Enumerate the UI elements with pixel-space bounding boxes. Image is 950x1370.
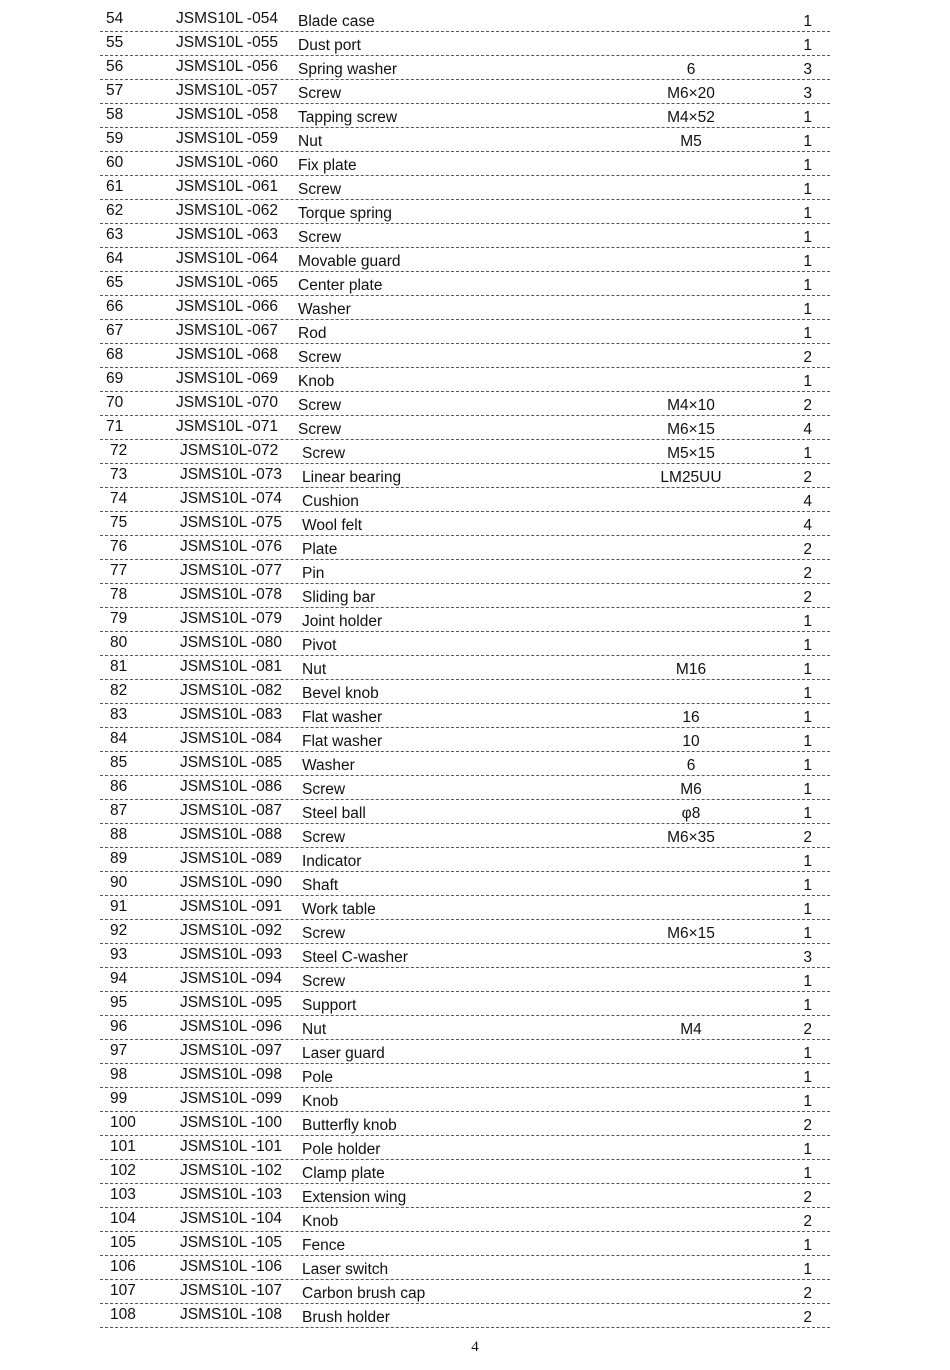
part-number-cell: 106 [110, 1258, 136, 1275]
part-qty-cell: 1 [803, 133, 812, 150]
part-qty-cell: 2 [803, 829, 812, 846]
table-row [100, 728, 830, 752]
part-number-cell: 61 [106, 178, 124, 195]
part-number-cell: 62 [106, 202, 124, 219]
part-qty-cell: 1 [803, 1045, 812, 1062]
part-code-cell: JSMS10L -082 [180, 682, 282, 699]
table-row [100, 1064, 830, 1088]
part-name-cell: Center plate [298, 277, 383, 294]
part-code-cell: JSMS10L -089 [180, 850, 282, 867]
part-qty-cell: 1 [803, 709, 812, 726]
table-row [100, 944, 830, 968]
part-spec-cell: M4×52 [667, 109, 715, 126]
part-qty-cell: 1 [803, 13, 812, 30]
part-qty-cell: 1 [803, 109, 812, 126]
part-name-cell: Knob [298, 373, 335, 390]
part-code-cell: JSMS10L -093 [180, 946, 282, 963]
part-qty-cell: 1 [803, 685, 812, 702]
part-number-cell: 76 [110, 538, 128, 555]
part-qty-cell: 1 [803, 613, 812, 630]
part-name-cell: Shaft [302, 877, 339, 894]
part-number-cell: 99 [110, 1090, 128, 1107]
part-number-cell: 91 [110, 898, 128, 915]
part-number-cell: 69 [106, 370, 124, 387]
part-number-cell: 96 [110, 1018, 128, 1035]
part-qty-cell: 2 [803, 589, 812, 606]
part-qty-cell: 1 [803, 445, 812, 462]
part-code-cell: JSMS10L -074 [180, 490, 282, 507]
part-code-cell: JSMS10L -067 [176, 322, 278, 339]
part-name-cell: Clamp plate [302, 1165, 385, 1182]
part-name-cell: Blade case [298, 13, 375, 30]
table-row [100, 1208, 830, 1232]
part-name-cell: Screw [298, 85, 342, 102]
part-code-cell: JSMS10L -087 [180, 802, 282, 819]
table-row [100, 296, 830, 320]
part-code-cell: JSMS10L -097 [180, 1042, 282, 1059]
part-number-cell: 56 [106, 58, 124, 75]
part-spec-cell: M6×15 [667, 925, 715, 942]
part-code-cell: JSMS10L -060 [176, 154, 278, 171]
part-name-cell: Linear bearing [302, 469, 402, 486]
part-number-cell: 57 [106, 82, 124, 99]
part-number-cell: 79 [110, 610, 128, 627]
part-qty-cell: 1 [803, 805, 812, 822]
part-code-cell: JSMS10L -106 [180, 1258, 282, 1275]
part-name-cell: Fence [302, 1237, 346, 1254]
table-row [100, 1256, 830, 1280]
part-name-cell: Pole holder [302, 1141, 381, 1158]
part-code-cell: JSMS10L -105 [180, 1234, 282, 1251]
part-name-cell: Flat washer [302, 733, 383, 750]
part-code-cell: JSMS10L -071 [176, 418, 278, 435]
part-name-cell: Screw [298, 397, 342, 414]
table-row [100, 1040, 830, 1064]
part-code-cell: JSMS10L -090 [180, 874, 282, 891]
part-code-cell: JSMS10L -101 [180, 1138, 282, 1155]
part-code-cell: JSMS10L -094 [180, 970, 282, 987]
part-code-cell: JSMS10L -075 [180, 514, 282, 531]
part-code-cell: JSMS10L -107 [180, 1282, 282, 1299]
part-name-cell: Screw [298, 349, 342, 366]
part-qty-cell: 3 [803, 949, 812, 966]
part-code-cell: JSMS10L -080 [180, 634, 282, 651]
part-code-cell: JSMS10L -086 [180, 778, 282, 795]
part-qty-cell: 2 [803, 565, 812, 582]
part-qty-cell: 1 [803, 997, 812, 1014]
part-code-cell: JSMS10L -065 [176, 274, 278, 291]
part-code-cell: JSMS10L -078 [180, 586, 282, 603]
table-row [100, 416, 830, 440]
part-code-cell: JSMS10L -066 [176, 298, 278, 315]
part-name-cell: Spring washer [298, 61, 398, 78]
part-qty-cell: 1 [803, 661, 812, 678]
part-name-cell: Cushion [302, 493, 359, 510]
part-number-cell: 58 [106, 106, 124, 123]
part-spec-cell: 6 [686, 61, 696, 78]
part-number-cell: 63 [106, 226, 124, 243]
part-name-cell: Nut [302, 1021, 327, 1038]
part-code-cell: JSMS10L -084 [180, 730, 282, 747]
table-row [100, 272, 830, 296]
part-number-cell: 74 [110, 490, 128, 507]
part-name-cell: Plate [302, 541, 338, 558]
part-number-cell: 83 [110, 706, 128, 723]
part-qty-cell: 1 [803, 181, 812, 198]
part-name-cell: Washer [302, 757, 355, 774]
part-number-cell: 64 [106, 250, 124, 267]
table-row [100, 824, 830, 848]
table-row [100, 344, 830, 368]
table-row [100, 608, 830, 632]
part-qty-cell: 1 [803, 277, 812, 294]
part-name-cell: Rod [298, 325, 327, 342]
part-name-cell: Sliding bar [302, 589, 376, 606]
part-qty-cell: 1 [803, 1165, 812, 1182]
part-number-cell: 102 [110, 1162, 136, 1179]
part-number-cell: 73 [110, 466, 128, 483]
table-row [100, 920, 830, 944]
table-row [100, 584, 830, 608]
part-qty-cell: 1 [803, 877, 812, 894]
part-code-cell: JSMS10L -069 [176, 370, 278, 387]
table-row [100, 1232, 830, 1256]
part-spec-cell: 6 [686, 757, 696, 774]
part-qty-cell: 3 [803, 85, 812, 102]
part-name-cell: Pivot [302, 637, 337, 654]
table-row [100, 1112, 830, 1136]
part-code-cell: JSMS10L -088 [180, 826, 282, 843]
part-name-cell: Nut [298, 133, 323, 150]
table-row [100, 32, 830, 56]
part-number-cell: 84 [110, 730, 128, 747]
part-name-cell: Wool felt [302, 517, 363, 534]
part-spec-cell: M4×10 [667, 397, 715, 414]
part-name-cell: Pole [302, 1069, 334, 1086]
part-qty-cell: 4 [803, 493, 812, 510]
part-code-cell: JSMS10L -077 [180, 562, 282, 579]
part-number-cell: 80 [110, 634, 128, 651]
part-spec-cell: M6×15 [667, 421, 715, 438]
part-code-cell: JSMS10L -104 [180, 1210, 282, 1227]
part-name-cell: Pin [302, 565, 325, 582]
part-code-cell: JSMS10L -103 [180, 1186, 282, 1203]
part-qty-cell: 2 [803, 541, 812, 558]
table-row [100, 560, 830, 584]
part-number-cell: 90 [110, 874, 128, 891]
part-name-cell: Butterfly knob [302, 1117, 397, 1134]
part-number-cell: 70 [106, 394, 124, 411]
part-number-cell: 93 [110, 946, 128, 963]
part-number-cell: 104 [110, 1210, 136, 1227]
part-qty-cell: 1 [803, 973, 812, 990]
part-number-cell: 54 [106, 10, 124, 27]
part-name-cell: Joint holder [302, 613, 383, 630]
part-code-cell: JSMS10L -091 [180, 898, 282, 915]
part-number-cell: 55 [106, 34, 124, 51]
table-row [100, 680, 830, 704]
part-name-cell: Work table [302, 901, 376, 918]
table-row [100, 440, 830, 464]
part-code-cell: JSMS10L -059 [176, 130, 278, 147]
table-row [100, 320, 830, 344]
part-number-cell: 108 [110, 1306, 136, 1323]
part-qty-cell: 2 [803, 397, 812, 414]
part-name-cell: Brush holder [302, 1309, 390, 1326]
table-row [100, 1280, 830, 1304]
part-number-cell: 89 [110, 850, 128, 867]
table-row [100, 536, 830, 560]
table-row [100, 896, 830, 920]
part-qty-cell: 1 [803, 901, 812, 918]
part-qty-cell: 1 [803, 1093, 812, 1110]
table-row [100, 704, 830, 728]
part-code-cell: JSMS10L -063 [176, 226, 278, 243]
part-number-cell: 98 [110, 1066, 128, 1083]
part-qty-cell: 1 [803, 229, 812, 246]
part-name-cell: Knob [302, 1093, 339, 1110]
part-code-cell: JSMS10L -081 [180, 658, 282, 675]
part-name-cell: Movable guard [298, 253, 401, 270]
part-qty-cell: 1 [803, 301, 812, 318]
part-code-cell: JSMS10L -108 [180, 1306, 282, 1323]
part-code-cell: JSMS10L-072 [180, 442, 279, 459]
table-row [100, 776, 830, 800]
part-name-cell: Screw [298, 229, 342, 246]
part-number-cell: 105 [110, 1234, 136, 1251]
part-number-cell: 77 [110, 562, 128, 579]
part-qty-cell: 2 [803, 1117, 812, 1134]
table-row [100, 488, 830, 512]
table-row [100, 1184, 830, 1208]
part-name-cell: Screw [298, 181, 342, 198]
table-row [100, 368, 830, 392]
table-row [100, 8, 830, 32]
part-spec-cell: 16 [682, 709, 700, 726]
part-name-cell: Knob [302, 1213, 339, 1230]
part-qty-cell: 1 [803, 1261, 812, 1278]
part-code-cell: JSMS10L -064 [176, 250, 278, 267]
part-number-cell: 81 [110, 658, 128, 675]
part-name-cell: Washer [298, 301, 351, 318]
table-row [100, 1304, 830, 1328]
table-row [100, 512, 830, 536]
part-name-cell: Steel ball [302, 805, 366, 822]
part-qty-cell: 4 [803, 421, 812, 438]
part-name-cell: Screw [302, 973, 346, 990]
part-number-cell: 59 [106, 130, 124, 147]
part-spec-cell: M4 [680, 1021, 702, 1038]
part-code-cell: JSMS10L -095 [180, 994, 282, 1011]
part-spec-cell: LM25UU [660, 469, 722, 486]
table-row [100, 632, 830, 656]
table-row [100, 800, 830, 824]
part-spec-cell: φ8 [681, 805, 701, 822]
part-spec-cell: M5 [680, 133, 702, 150]
part-spec-cell: M16 [675, 661, 707, 678]
part-spec-cell: M6×20 [667, 85, 715, 102]
part-spec-cell: M6 [680, 781, 702, 798]
part-number-cell: 92 [110, 922, 128, 939]
part-name-cell: Flat washer [302, 709, 383, 726]
part-qty-cell: 1 [803, 1141, 812, 1158]
page-number: 4 [471, 1339, 479, 1355]
table-row [100, 176, 830, 200]
part-qty-cell: 1 [803, 637, 812, 654]
part-qty-cell: 1 [803, 781, 812, 798]
part-name-cell: Screw [302, 445, 346, 462]
part-name-cell: Tapping screw [298, 109, 398, 126]
parts-list-table [100, 8, 830, 1328]
part-code-cell: JSMS10L -100 [180, 1114, 282, 1131]
table-row [100, 224, 830, 248]
part-qty-cell: 3 [803, 61, 812, 78]
table-row [100, 872, 830, 896]
part-number-cell: 100 [110, 1114, 136, 1131]
part-qty-cell: 1 [803, 253, 812, 270]
part-code-cell: JSMS10L -073 [180, 466, 282, 483]
part-name-cell: Dust port [298, 37, 361, 54]
table-row [100, 152, 830, 176]
table-row [100, 752, 830, 776]
table-row [100, 464, 830, 488]
part-code-cell: JSMS10L -061 [176, 178, 278, 195]
table-row [100, 128, 830, 152]
table-row [100, 104, 830, 128]
part-name-cell: Support [302, 997, 357, 1014]
part-qty-cell: 2 [803, 1189, 812, 1206]
table-row [100, 1088, 830, 1112]
part-number-cell: 71 [106, 418, 124, 435]
part-code-cell: JSMS10L -058 [176, 106, 278, 123]
part-name-cell: Laser guard [302, 1045, 385, 1062]
part-number-cell: 88 [110, 826, 128, 843]
table-row [100, 968, 830, 992]
part-number-cell: 94 [110, 970, 128, 987]
part-qty-cell: 2 [803, 1021, 812, 1038]
part-number-cell: 78 [110, 586, 128, 603]
part-qty-cell: 2 [803, 1213, 812, 1230]
part-qty-cell: 4 [803, 517, 812, 534]
part-name-cell: Extension wing [302, 1189, 407, 1206]
table-row [100, 200, 830, 224]
part-spec-cell: 10 [682, 733, 700, 750]
part-qty-cell: 1 [803, 373, 812, 390]
part-qty-cell: 1 [803, 757, 812, 774]
part-number-cell: 95 [110, 994, 128, 1011]
part-number-cell: 103 [110, 1186, 136, 1203]
part-number-cell: 65 [106, 274, 124, 291]
part-name-cell: Bevel knob [302, 685, 379, 702]
table-row [100, 1016, 830, 1040]
part-code-cell: JSMS10L -055 [176, 34, 278, 51]
part-number-cell: 85 [110, 754, 128, 771]
part-number-cell: 86 [110, 778, 128, 795]
part-name-cell: Indicator [302, 853, 362, 870]
part-spec-cell: M6×35 [667, 829, 715, 846]
part-number-cell: 82 [110, 682, 128, 699]
table-row [100, 80, 830, 104]
part-qty-cell: 2 [803, 1309, 812, 1326]
part-code-cell: JSMS10L -079 [180, 610, 282, 627]
part-number-cell: 97 [110, 1042, 128, 1059]
part-code-cell: JSMS10L -062 [176, 202, 278, 219]
part-qty-cell: 1 [803, 157, 812, 174]
part-number-cell: 87 [110, 802, 128, 819]
part-qty-cell: 1 [803, 1237, 812, 1254]
part-name-cell: Screw [302, 925, 346, 942]
part-name-cell: Fix plate [298, 157, 357, 174]
part-name-cell: Laser switch [302, 1261, 389, 1278]
part-code-cell: JSMS10L -068 [176, 346, 278, 363]
part-name-cell: Torque spring [298, 205, 392, 222]
part-qty-cell: 1 [803, 1069, 812, 1086]
table-row [100, 992, 830, 1016]
table-row [100, 56, 830, 80]
table-row [100, 392, 830, 416]
table-row [100, 248, 830, 272]
part-name-cell: Steel C-washer [302, 949, 408, 966]
part-name-cell: Screw [298, 421, 342, 438]
part-number-cell: 101 [110, 1138, 136, 1155]
part-code-cell: JSMS10L -096 [180, 1018, 282, 1035]
part-code-cell: JSMS10L -070 [176, 394, 278, 411]
table-row [100, 1160, 830, 1184]
part-code-cell: JSMS10L -102 [180, 1162, 282, 1179]
part-code-cell: JSMS10L -083 [180, 706, 282, 723]
part-qty-cell: 1 [803, 205, 812, 222]
table-row [100, 848, 830, 872]
table-row [100, 1136, 830, 1160]
part-number-cell: 60 [106, 154, 124, 171]
part-number-cell: 68 [106, 346, 124, 363]
table-row [100, 656, 830, 680]
part-number-cell: 67 [106, 322, 124, 339]
part-number-cell: 66 [106, 298, 124, 315]
part-number-cell: 107 [110, 1282, 136, 1299]
part-name-cell: Screw [302, 781, 346, 798]
part-qty-cell: 1 [803, 733, 812, 750]
part-qty-cell: 1 [803, 925, 812, 942]
part-qty-cell: 2 [803, 349, 812, 366]
part-code-cell: JSMS10L -076 [180, 538, 282, 555]
part-name-cell: Screw [302, 829, 346, 846]
part-spec-cell: M5×15 [667, 445, 715, 462]
part-qty-cell: 2 [803, 469, 812, 486]
part-code-cell: JSMS10L -057 [176, 82, 278, 99]
part-name-cell: Carbon brush cap [302, 1285, 426, 1302]
part-code-cell: JSMS10L -054 [176, 10, 278, 27]
part-qty-cell: 2 [803, 1285, 812, 1302]
part-qty-cell: 1 [803, 325, 812, 342]
part-code-cell: JSMS10L -098 [180, 1066, 282, 1083]
part-code-cell: JSMS10L -099 [180, 1090, 282, 1107]
part-code-cell: JSMS10L -092 [180, 922, 282, 939]
part-qty-cell: 1 [803, 853, 812, 870]
part-number-cell: 72 [110, 442, 128, 459]
part-code-cell: JSMS10L -056 [176, 58, 278, 75]
part-code-cell: JSMS10L -085 [180, 754, 282, 771]
part-name-cell: Nut [302, 661, 327, 678]
part-qty-cell: 1 [803, 37, 812, 54]
part-number-cell: 75 [110, 514, 128, 531]
